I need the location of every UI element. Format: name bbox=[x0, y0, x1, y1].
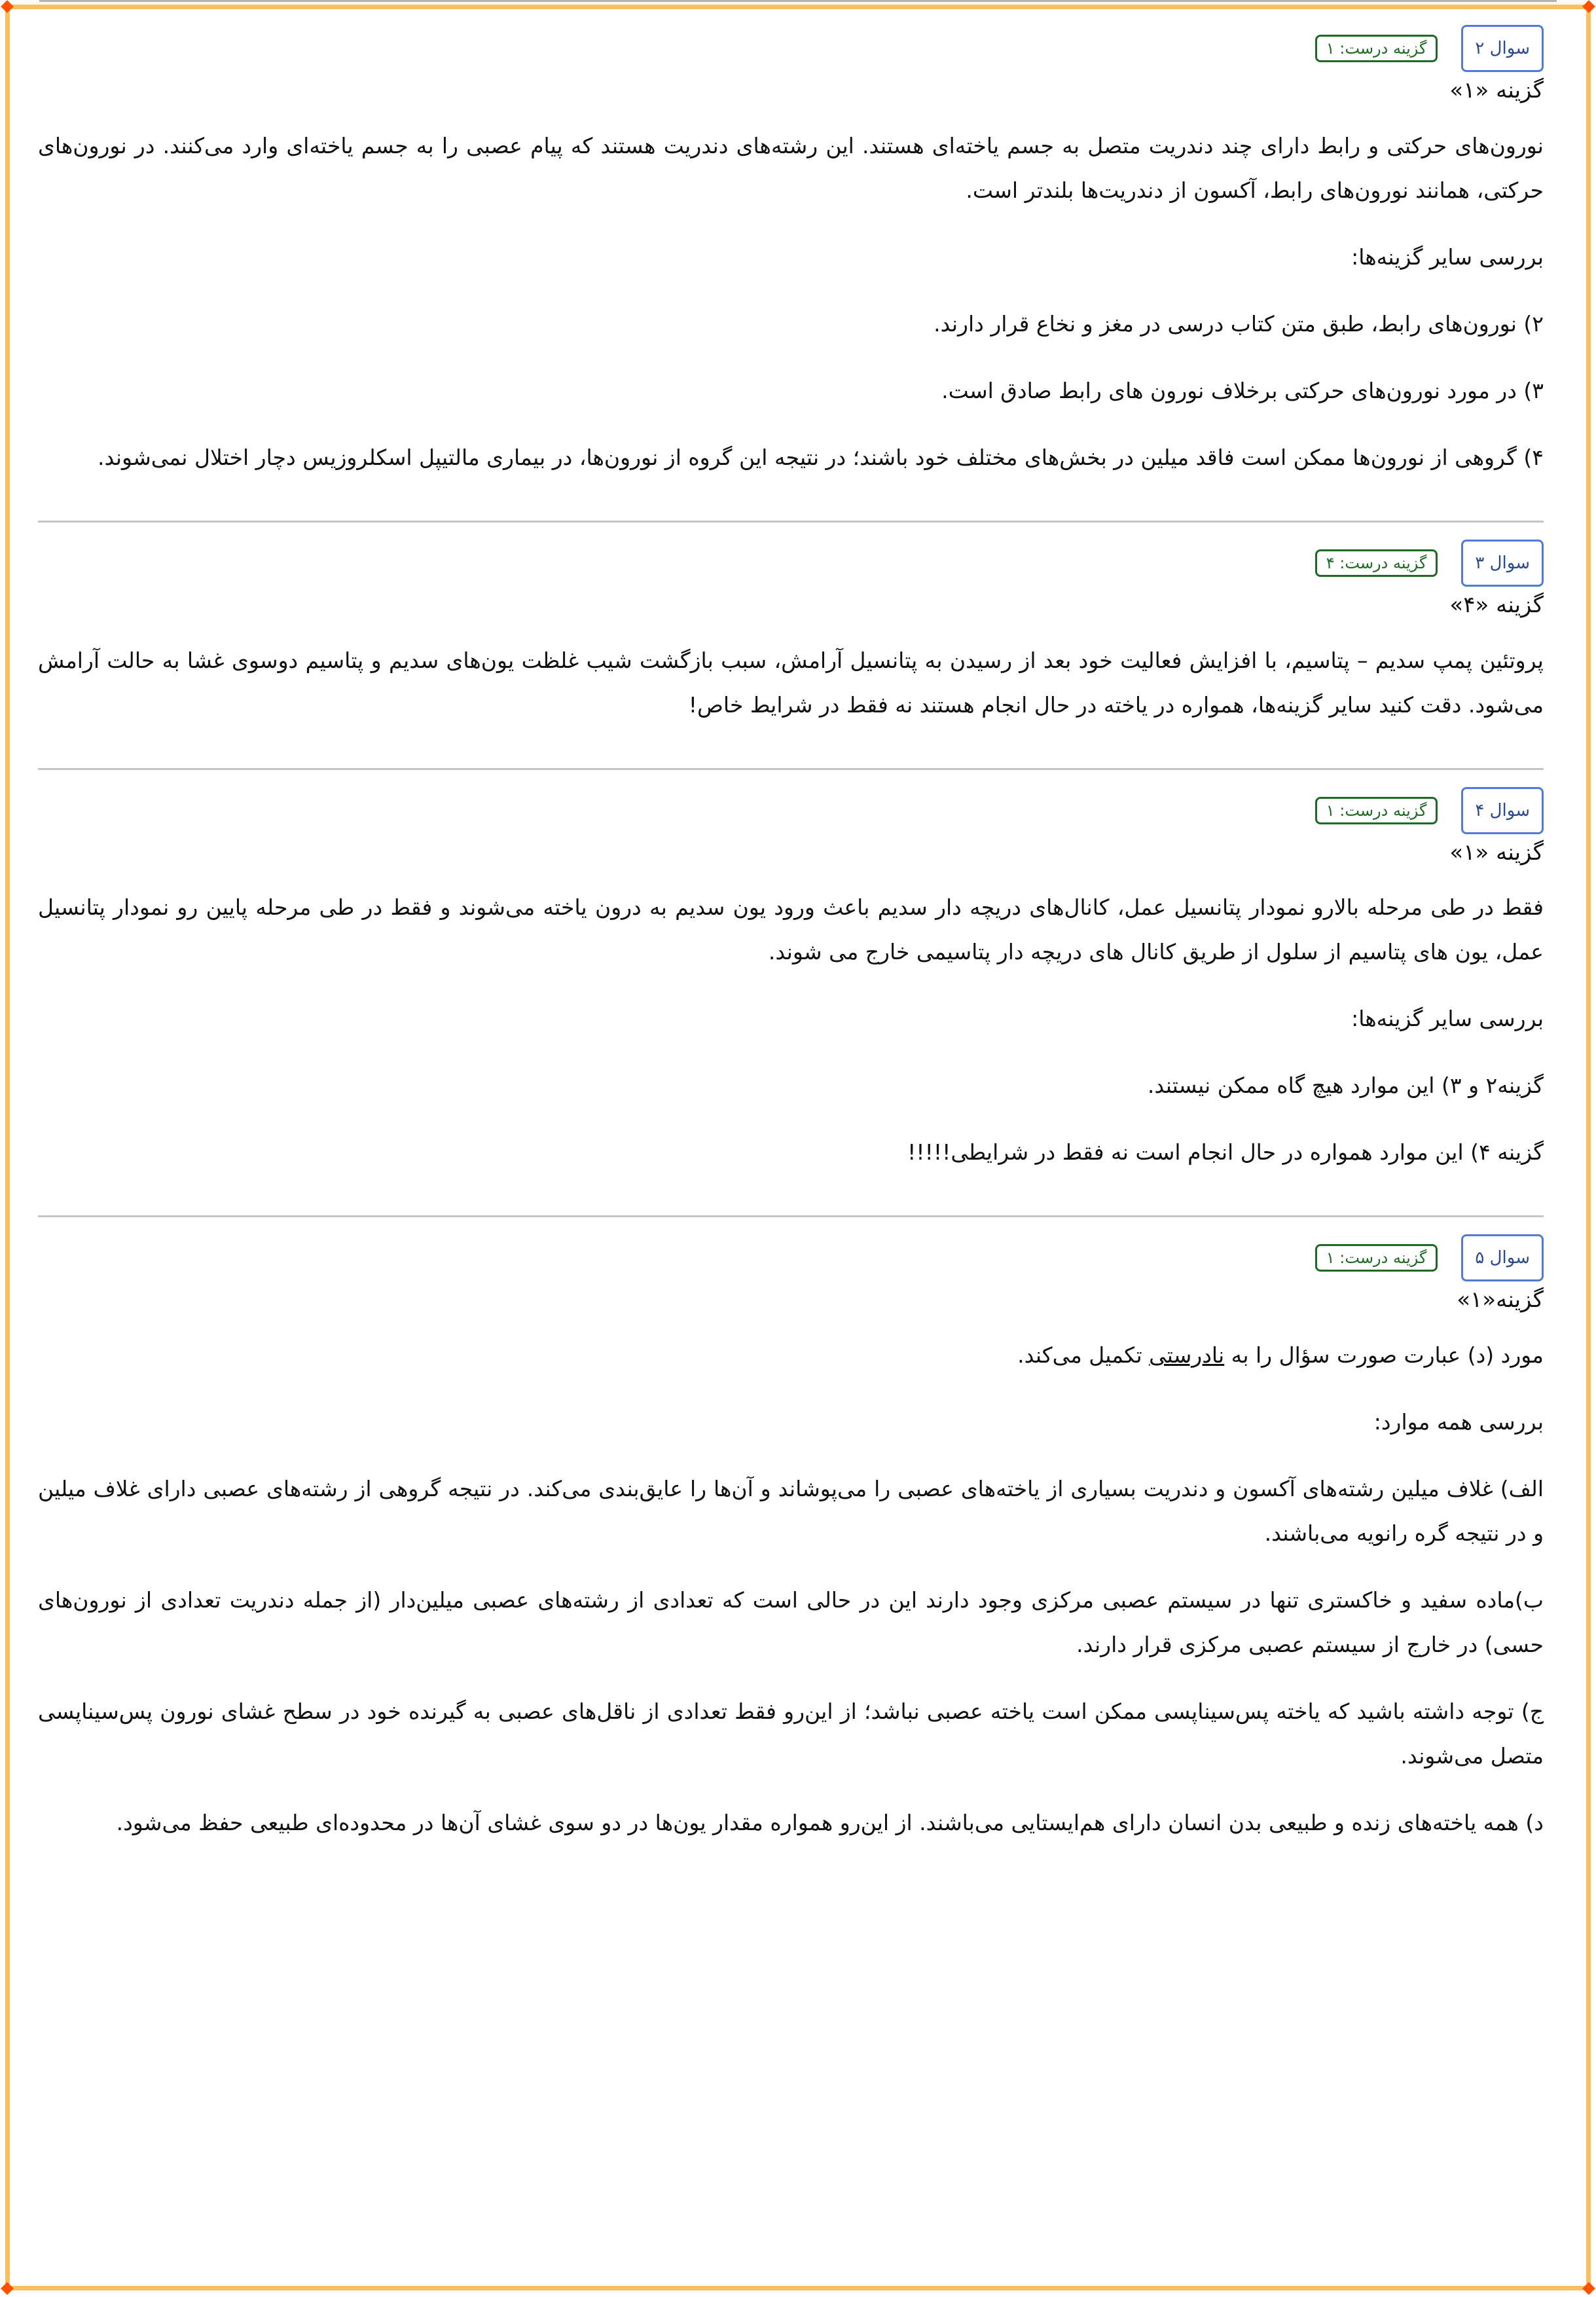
explanation-paragraph: الف) غلاف میلین رشته‌های آکسون و دندریت بسیاری از یاخته‌های عصبی را می‌پوشاند و آن‌ها را عایق‌بندی می‌کند. در نتیجه گروهی از رشته‌های عصبی دارای غلاف میلین و در نتیجه گره رانویه می‌باشند. bbox=[38, 1476, 1544, 1547]
explanation-paragraph: فقط در طی مرحله بالارو نمودار پتانسیل عمل، کانال‌های دریچه دار سدیم باعث ورود یون سدیم به درون یاخته می‌شوند و فقط در طی مرحله پایین رو نمودار پتانسیل عمل، یون های پتاسیم از سلول از طریق کانال های دریچه دار پتاسیمی خارج می شوند. bbox=[38, 894, 1544, 965]
explanation-paragraph: ۳) در مورد نورون‌های حرکتی برخلاف نورون های رابط صادق است. bbox=[941, 377, 1544, 403]
question-divider bbox=[38, 768, 1544, 770]
corner-diamond-icon bbox=[1582, 0, 1595, 13]
explanation-paragraph: ج) توجه داشته باشید که یاخته پس‌سیناپسی ممکن است یاخته عصبی نباشد؛ از این‌رو فقط تعدادی از ناقل‌های عصبی به گیرنده خود در سطح غشای نورون پس‌سیناپسی متصل می‌شوند. bbox=[38, 1699, 1544, 1769]
corner-diamond-icon bbox=[1, 2282, 14, 2295]
page-frame-right bbox=[1586, 8, 1591, 2289]
question-header bbox=[38, 540, 1544, 587]
explanation-paragraph: ب)ماده سفید و خاکستری تنها در سیستم عصبی مرکزی وجود دارند این در حالی است که تعدادی از رشته‌های عصبی میلین‌دار (از جمله دندریت تعدادی از نورون‌های حسی) در خارج از سیستم عصبی مرکزی قرار دارند. bbox=[38, 1587, 1544, 1658]
explanation-paragraph: نورون‌های حرکتی و رابط دارای چند دندریت متصل به جسم یاخته‌ای هستند. این رشته‌های دندریت هستند که پیام عصبی را به جسم یاخته‌ای وارد می‌کنند. در نورون‌های حرکتی، همانند نورون‌های رابط، آکسون از دندریت‌ها بلندتر است. bbox=[38, 132, 1544, 203]
explanation-intro bbox=[38, 1333, 1544, 1378]
question-2 bbox=[38, 25, 1544, 509]
option-heading: گزینه «۴» bbox=[1449, 591, 1544, 618]
option-heading: گزینه «۱» bbox=[1449, 77, 1544, 103]
correct-answer-badge: گزینه درست: ۱ bbox=[1315, 1244, 1438, 1272]
question-4 bbox=[38, 787, 1544, 1204]
explanation-paragraph: گزینه ۴) این موارد همواره در حال انجام است نه فقط در شرایطی!!!!! bbox=[907, 1139, 1544, 1166]
question-number-badge: سوال ۲ bbox=[1461, 25, 1544, 72]
correct-answer-badge: گزینه درست: ۱ bbox=[1315, 35, 1438, 62]
page-frame-left bbox=[5, 8, 10, 2289]
question-header bbox=[38, 25, 1544, 72]
question-5 bbox=[38, 1234, 1544, 1874]
top-separator bbox=[39, 0, 1557, 2]
explanation-paragraph: بررسی سایر گزینه‌ها: bbox=[1351, 244, 1544, 270]
question-number-badge: سوال ۳ bbox=[1461, 540, 1544, 587]
explanation-paragraph: ۴) گروهی از نورون‌ها ممکن است فاقد میلین در بخش‌های مختلف خود باشند؛ در نتیجه این گروه از نورون‌ها، در بیماری مالتیپل اسکلروزیس دچار اختلال نمی‌شوند. bbox=[98, 444, 1544, 470]
underlined-word: نادرستی bbox=[1149, 1342, 1225, 1369]
explanation-paragraph: بررسی همه موارد: bbox=[1373, 1409, 1544, 1435]
question-divider bbox=[38, 1215, 1544, 1217]
option-heading: گزینه«۱» bbox=[1457, 1287, 1544, 1314]
answer-sheet bbox=[38, 25, 1544, 1874]
explanation-paragraph: پروتئین پمپ سدیم – پتاسیم، با افزایش فعالیت خود بعد از رسیدن به پتانسیل آرامش، سبب بازگشت شیب غلظت یون‌های سدیم و پتاسیم دوسوی غشا به حالت آرامش می‌شود. دقت کنید سایر گزینه‌ها، همواره در یاخته در حال انجام هستند نه فقط در شرایط خاص! bbox=[38, 647, 1544, 718]
intro-text: تکمیل می‌کند. bbox=[1017, 1342, 1150, 1369]
corner-diamond-icon bbox=[1582, 2282, 1595, 2295]
question-header bbox=[38, 1234, 1544, 1281]
question-header bbox=[38, 787, 1544, 834]
corner-diamond-icon bbox=[1, 0, 14, 13]
page-frame-bottom bbox=[8, 2286, 1588, 2290]
correct-answer-badge: گزینه درست: ۴ bbox=[1315, 549, 1438, 577]
page-frame-top bbox=[8, 5, 1588, 9]
explanation-paragraph: بررسی سایر گزینه‌ها: bbox=[1351, 1006, 1544, 1032]
question-3 bbox=[38, 540, 1544, 756]
question-divider bbox=[38, 521, 1544, 523]
correct-answer-badge: گزینه درست: ۱ bbox=[1315, 797, 1438, 824]
explanation-paragraph: گزینه۲ و ۳) این موارد هیچ گاه ممکن نیستند. bbox=[1147, 1073, 1544, 1099]
option-heading: گزینه «۱» bbox=[1449, 839, 1544, 866]
intro-text: مورد (د) عبارت صورت سؤال را به bbox=[1224, 1342, 1544, 1369]
question-number-badge: سوال ۵ bbox=[1461, 1234, 1544, 1281]
question-number-badge: سوال ۴ bbox=[1461, 787, 1544, 834]
explanation-paragraph: د) همه یاخته‌های زنده و طبیعی بدن انسان دارای هم‌ایستایی می‌باشند. از این‌رو همواره مقدار یون‌ها در دو سوی غشای آن‌ها در محدوده‌ای طبیعی حفظ می‌شود. bbox=[116, 1810, 1544, 1836]
explanation-paragraph: ۲) نورون‌های رابط، طبق متن کتاب درسی در مغز و نخاع قرار دارند. bbox=[934, 310, 1544, 337]
